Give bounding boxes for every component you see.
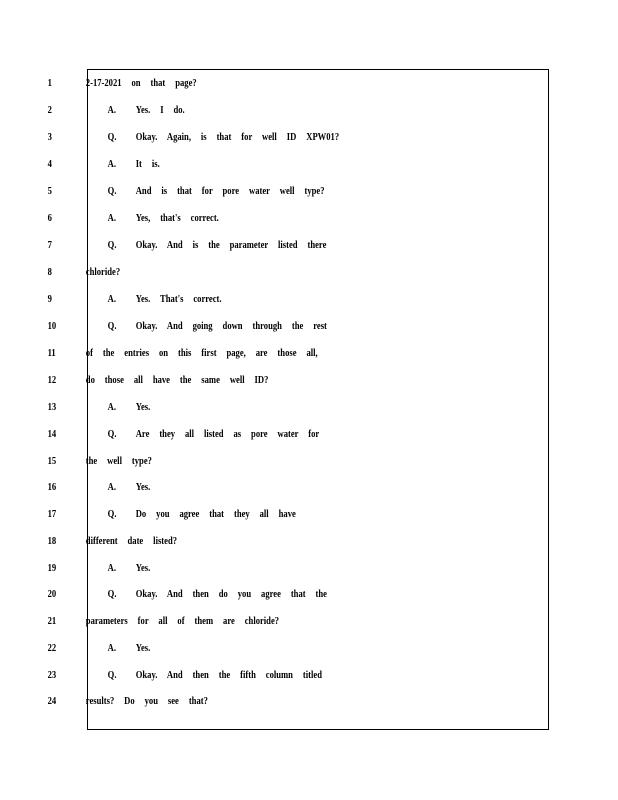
line-number: 18	[47, 535, 57, 547]
transcript-line	[0, 455, 482, 475]
line-number: 5	[47, 185, 52, 197]
transcript-line	[0, 588, 482, 608]
line-number: 1	[47, 77, 52, 89]
line-text: Yes.	[135, 562, 151, 574]
line-text: Yes. That's correct.	[135, 293, 222, 305]
transcript-line	[0, 642, 482, 662]
speaker-label: A.	[107, 562, 116, 574]
line-text: Okay. And going down through the rest	[135, 320, 327, 332]
line-text: parameters for all of them are chloride?	[85, 615, 280, 627]
line-number: 14	[47, 428, 57, 440]
line-text: Are they all listed as pore water for	[135, 428, 320, 440]
line-number: 24	[47, 695, 57, 707]
speaker-label: A.	[107, 212, 116, 224]
line-number: 21	[47, 615, 57, 627]
speaker-label: Q.	[107, 320, 117, 332]
line-number: 19	[47, 562, 57, 574]
transcript-line	[0, 239, 482, 259]
speaker-label: Q.	[107, 428, 117, 440]
speaker-label: A.	[107, 104, 116, 116]
line-number: 11	[47, 347, 56, 359]
transcript-line	[0, 104, 482, 124]
speaker-label: A.	[107, 481, 116, 493]
line-number: 2	[47, 104, 52, 116]
line-text: of the entries on this first page, are those all,	[85, 347, 318, 359]
line-text: Okay. And then do you agree that the	[135, 588, 327, 600]
line-text: 2-17-2021 on that page?	[85, 77, 197, 89]
line-text: It is.	[135, 158, 160, 170]
line-text: And is that for pore water well type?	[135, 185, 325, 197]
line-text: Yes. I do.	[135, 104, 185, 116]
transcript-line	[0, 481, 482, 501]
transcript-line	[0, 374, 482, 394]
line-number: 15	[47, 455, 57, 467]
line-number: 3	[47, 131, 52, 143]
speaker-label: Q.	[107, 508, 117, 520]
speaker-label: Q.	[107, 588, 117, 600]
line-number: 16	[47, 481, 57, 493]
line-text: Do you agree that they all have	[135, 508, 296, 520]
speaker-label: A.	[107, 293, 116, 305]
line-number: 22	[47, 642, 57, 654]
line-text: Okay. Again, is that for well ID XPW01?	[135, 131, 340, 143]
transcript-line	[0, 77, 482, 97]
line-text: results? Do you see that?	[85, 695, 208, 707]
line-text: Yes, that's correct.	[135, 212, 219, 224]
speaker-label: A.	[107, 158, 116, 170]
speaker-label: Q.	[107, 131, 117, 143]
speaker-label: Q.	[107, 669, 117, 681]
line-number: 17	[47, 508, 57, 520]
speaker-label: A.	[107, 401, 116, 413]
transcript-line	[0, 695, 482, 715]
transcript-line	[0, 347, 482, 367]
line-number: 9	[47, 293, 52, 305]
speaker-label: Q.	[107, 239, 117, 251]
line-number: 7	[47, 239, 52, 251]
line-text: Okay. And then the fifth column titled	[135, 669, 322, 681]
transcript-line	[0, 293, 482, 313]
line-text: Yes.	[135, 401, 151, 413]
transcript-line	[0, 535, 482, 555]
speaker-label: Q.	[107, 185, 117, 197]
line-text: Yes.	[135, 642, 151, 654]
transcript-line	[0, 320, 482, 340]
line-number: 13	[47, 401, 57, 413]
line-text: different date listed?	[85, 535, 178, 547]
transcript-line	[0, 185, 482, 205]
transcript-line	[0, 562, 482, 582]
line-number: 4	[47, 158, 52, 170]
line-text: Yes.	[135, 481, 151, 493]
transcript-line	[0, 508, 482, 528]
line-text: the well type?	[85, 455, 152, 467]
line-number: 20	[47, 588, 57, 600]
line-number: 10	[47, 320, 57, 332]
speaker-label: A.	[107, 642, 116, 654]
transcript-line	[0, 266, 482, 286]
line-text: do those all have the same well ID?	[85, 374, 269, 386]
transcript-line	[0, 615, 482, 635]
transcript-line	[0, 131, 482, 151]
line-number: 12	[47, 374, 57, 386]
transcript-line	[0, 158, 482, 178]
transcript-line	[0, 669, 482, 689]
transcript-line	[0, 428, 482, 448]
line-text: Okay. And is the parameter listed there	[135, 239, 327, 251]
transcript-line	[0, 212, 482, 232]
line-number: 8	[47, 266, 52, 278]
line-number: 23	[47, 669, 57, 681]
line-number: 6	[47, 212, 52, 224]
line-text: chloride?	[85, 266, 121, 278]
transcript-line	[0, 401, 482, 421]
